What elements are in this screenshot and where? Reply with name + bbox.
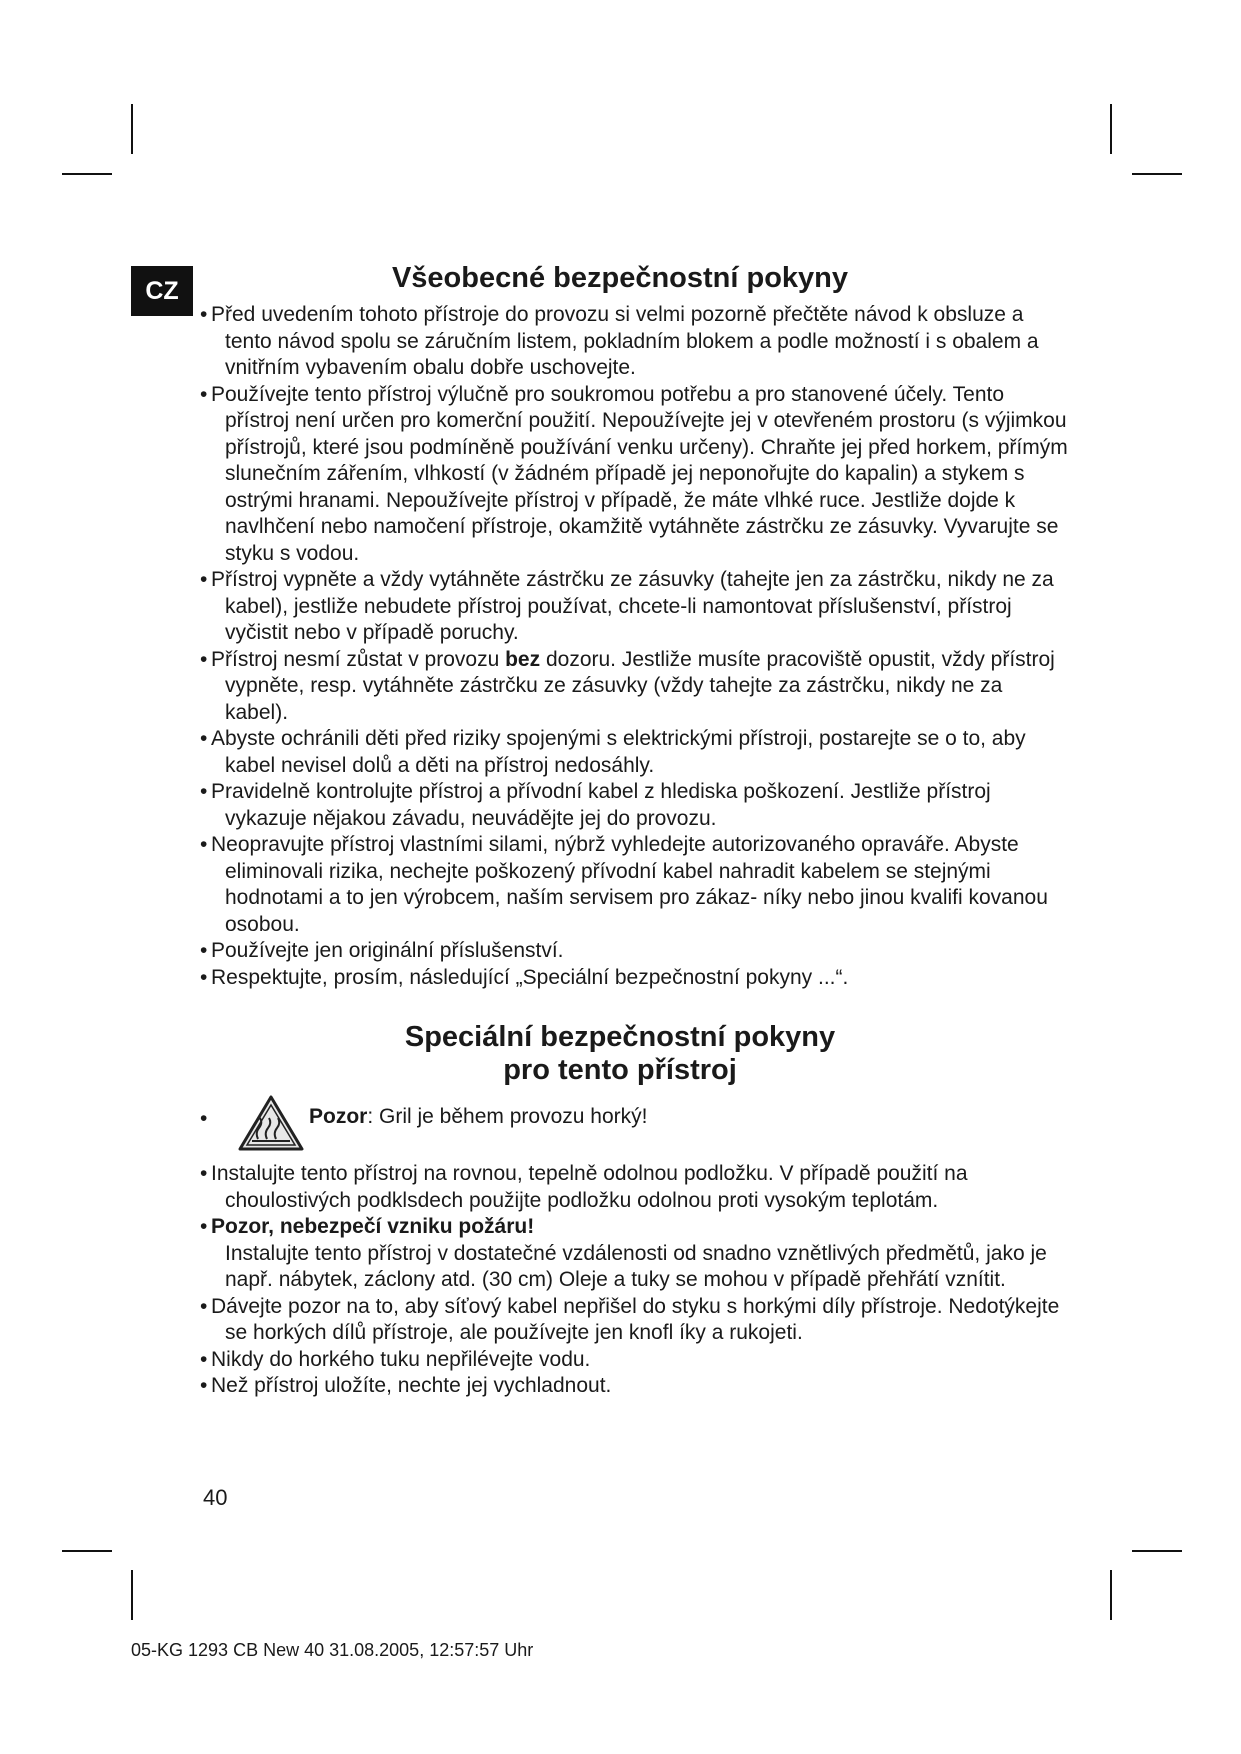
- list-item: • Pravidelně kontrolujte přístroj a přívodní kabel z hlediska poškození. Jestliže přístroj vykazuje nějakou závadu, neuvádějte jej do provozu.: [200, 780, 991, 830]
- list-item: • Používejte jen originální příslušenství.: [200, 939, 564, 962]
- list-item: • Před uvedením tohoto přístroje do provozu si velmi pozorně přečtěte návod k obsluze a tento návod spolu se záručním listem, pokladním blokem a podle možností i s obalem a vnitřním vybavením obalu dobře uschovejte.: [200, 303, 1039, 379]
- print-footer: 05-KG 1293 CB New 40 31.08.2005, 12:57:57 Uhr: [131, 1640, 534, 1660]
- list-item: • Nikdy do horkého tuku nepřilévejte vodu.: [200, 1347, 591, 1371]
- hot-warning-item: • Pozor: Gril je během provozu horký!: [200, 1093, 1070, 1153]
- crop-mark: [62, 1550, 112, 1552]
- crop-mark: [131, 1570, 133, 1620]
- list-item: • Než přístroj uložíte, nechte jej vychladnout.: [200, 1374, 612, 1397]
- list-item: • Pozor, nebezpečí vzniku požáru! Instalujte tento přístroj v dostatečné vzdálenosti od snadno vznětlivých předmětů, jako je např. nábytek, záclony atd. (30 cm) Oleje a tuky se mohou v případě přehřátí vznítit.: [200, 1215, 1047, 1291]
- list-item: • Přístroj nesmí zůstat v provozu bez dozoru. Jestliže musíte pracoviště opustit, vždy přístroj vypněte, resp. vytáhněte zástrčku ze zásuvky (vždy tahejte za zástrčku, nikdy ne za kabel).: [200, 647, 1055, 724]
- special-safety-title: Speciální bezpečnostní pokyny pro tento přístroj: [404, 1021, 836, 1086]
- crop-mark: [1110, 104, 1112, 154]
- list-item: • Instalujte tento přístroj na rovnou, tepelně odolnou podložku. V případě použití na choulostivých podklsdech použijte podložku odolnou proti vysokým teplotám.: [200, 1162, 968, 1212]
- crop-mark: [1132, 1550, 1182, 1552]
- special-safety-list: [200, 1161, 1070, 1400]
- crop-mark: [131, 104, 133, 154]
- hot-warning-text: Pozor: Gril je během provozu horký!: [309, 1105, 648, 1128]
- list-item: • Dávejte pozor na to, aby síťový kabel nepřišel do styku s horkými díly přístroje. Nedotýkejte se horkých dílů přístroje, ale používejte jen knofl íky a rukojeti.: [200, 1294, 1060, 1344]
- list-item: • Neopravujte přístroj vlastními silami, nýbrž vyhledejte autorizovaného opraváře. Abyste eliminovali rizika, nechejte poškozený přívodní kabel nahradit kabelem se stejnými hodnotami a to jen výrobcem, naším servisem pro zákaz- níky nebo jinou kvalifi kovanou osobou.: [200, 833, 1048, 936]
- language-tab: CZ: [131, 266, 193, 316]
- page-content: [200, 258, 1070, 1400]
- list-item: • Abyste ochránili děti před riziky spojenými s elektrickými přístroji, postarejte se o to, aby kabel nevisel dolů a děti na přístroj nedosáhly.: [200, 727, 1026, 777]
- crop-mark: [1110, 1570, 1112, 1620]
- crop-mark: [1132, 173, 1182, 175]
- general-safety-title: Všeobecné bezpečnostní pokyny: [391, 262, 849, 294]
- list-item: • Používejte tento přístroj výlučně pro soukromou potřebu a pro stanovené účely. Tento přístroj není určen pro komerční použití. Nepoužívejte jej v otevřeném prostoru (s výjimkou přístrojů, které jsou podmíněně používání venku určeny). Chraňte jej před horkem, přímým slunečním zářením, vlhkostí (v žádném případě jej neponořujte do kapalin) a stykem s ostrými hranami. Nepoužívejte přístroj v případě, že máte vlhké ruce. Jestliže dojde k navlhčení nebo namočení přístroje, okamžitě vytáhněte zástrčku ze zásuvky. Vyvarujte se styku s vodou.: [200, 382, 1068, 565]
- page-number: 40: [203, 1485, 228, 1510]
- list-item: • Respektujte, prosím, následující „Speciální bezpečnostní pokyny ...“.: [200, 965, 849, 989]
- hot-surface-warning-icon: [236, 1093, 306, 1153]
- crop-mark: [62, 173, 112, 175]
- list-item: • Přístroj vypněte a vždy vytáhněte zástrčku ze zásuvky (tahejte jen za zástrčku, nikdy ne za kabel), jestliže nebudete přístroj používat, chcete-li namontovat příslušenství, přístroj vyčistit nebo v případě poruchy.: [200, 568, 1054, 644]
- general-safety-list: [200, 302, 1070, 991]
